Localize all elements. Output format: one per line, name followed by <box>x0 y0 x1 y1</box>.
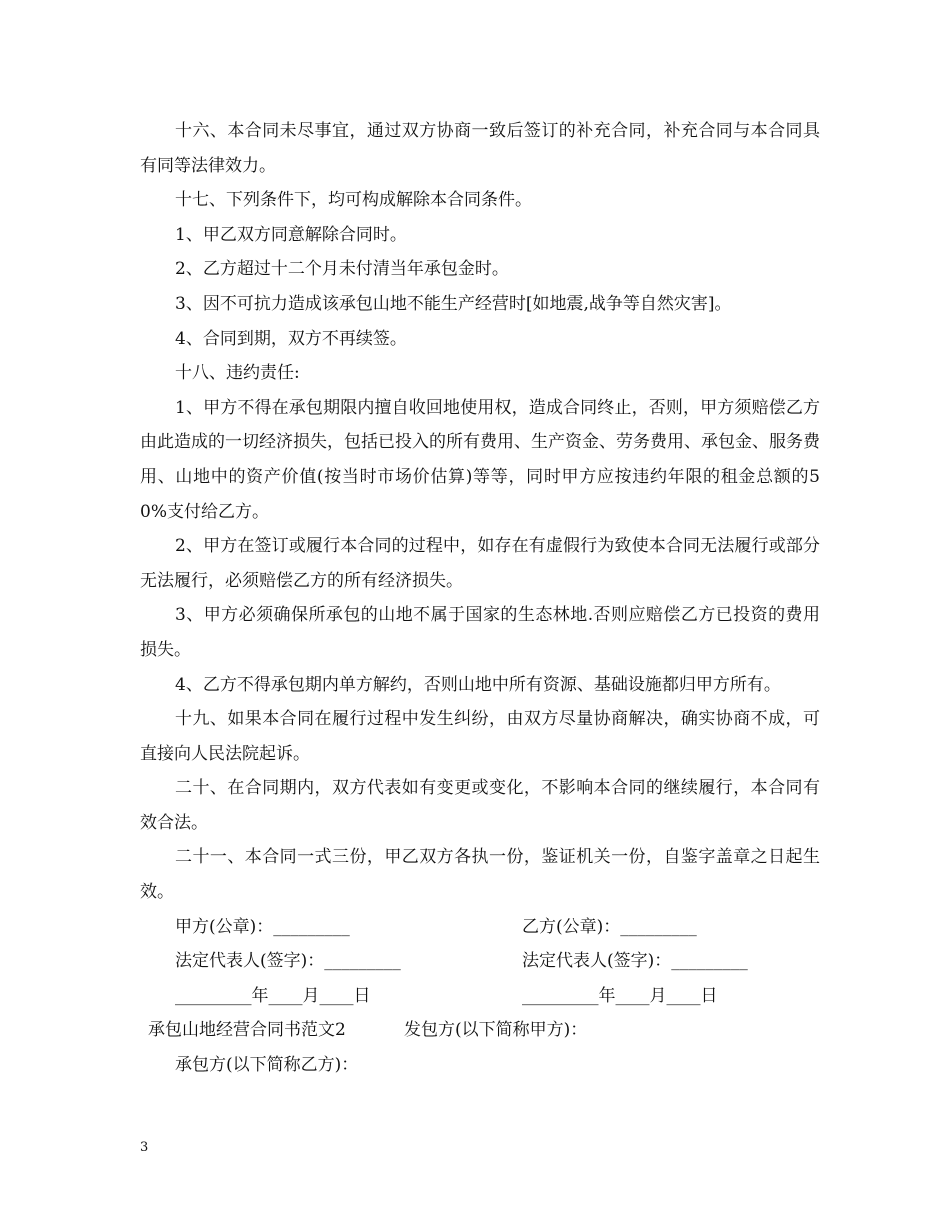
next-section-heading <box>140 1013 820 1048</box>
issuer-label: 发包方(以下简称甲方)： <box>404 1020 588 1041</box>
clause-18-item-1: 1、甲方不得在承包期限内擅自收回地使用权，造成合同终止，否则，甲方须赔偿乙方由此造成的一切经济损失，包括已投入的所有费用、生产资金、劳务费用、承包金、服务费用、山地中的资产价值(按当时市场价估算)等等，同时甲方应按违约年限的租金总额的50%支付给乙方。 <box>140 397 820 522</box>
party-b-seal: 乙方(公章)：_________ <box>522 916 697 937</box>
clause-18-item-4: 4、乙方不得承包期内单方解约，否则山地中所有资源、基础设施都归甲方所有。 <box>175 674 781 695</box>
party-a-seal: 甲方(公章)：_________ <box>175 916 350 937</box>
party-a-date: _________年____月____日 <box>175 985 371 1006</box>
clause-18-item-3: 3、甲方必须确保所承包的山地不属于国家的生态林地.否则应赔偿乙方已投资的费用损失。 <box>140 605 820 660</box>
representative-row <box>140 944 820 979</box>
page-number: 3 <box>140 1140 149 1155</box>
seal-row <box>140 910 820 945</box>
clause-21: 二十一、本合同一式三份，甲乙双方各执一份，鉴证机关一份，自鉴字盖章之日起生效。 <box>140 847 820 903</box>
clause-19: 十九、如果本合同在履行过程中发生纠纷，由双方尽量协商解决，确实协商不成，可直接向人民法院起诉。 <box>140 709 820 764</box>
clause-17-item-1: 1、甲乙双方同意解除合同时。 <box>175 224 407 245</box>
contractor-label: 承包方(以下简称乙方)： <box>175 1055 359 1076</box>
next-document-title: 承包山地经营合同书范文2 <box>148 1020 346 1041</box>
party-b-representative: 法定代表人(签字)：_________ <box>522 951 748 972</box>
clause-17-item-3: 3、因不可抗力造成该承包山地不能生产经营时[如地震,战争等自然灾害]。 <box>175 293 732 314</box>
clause-20: 二十、在合同期内，双方代表如有变更或变化，不影响本合同的继续履行，本合同有效合法。 <box>140 778 820 833</box>
party-b-date: _________年____月____日 <box>522 985 718 1006</box>
clause-18: 十八、违约责任: <box>175 363 300 384</box>
clause-16: 十六、本合同未尽事宜，通过双方协商一致后签订的补充合同，补充合同与本合同具有同等法律效力。 <box>140 121 820 176</box>
clause-17-item-4: 4、合同到期，双方不再续签。 <box>175 328 407 349</box>
date-row <box>140 979 820 1014</box>
party-a-representative: 法定代表人(签字)：_________ <box>175 951 401 972</box>
contractor-row <box>140 1048 820 1083</box>
contract-body <box>140 114 820 1083</box>
clause-17: 十七、下列条件下，均可构成解除本合同条件。 <box>175 190 532 211</box>
clause-18-item-2: 2、甲方在签订或履行本合同的过程中，如存在有虚假行为致使本合同无法履行或部分无法履行，必须赔偿乙方的所有经济损失。 <box>140 536 820 591</box>
clause-17-item-2: 2、乙方超过十二个月未付清当年承包金时。 <box>175 259 509 280</box>
